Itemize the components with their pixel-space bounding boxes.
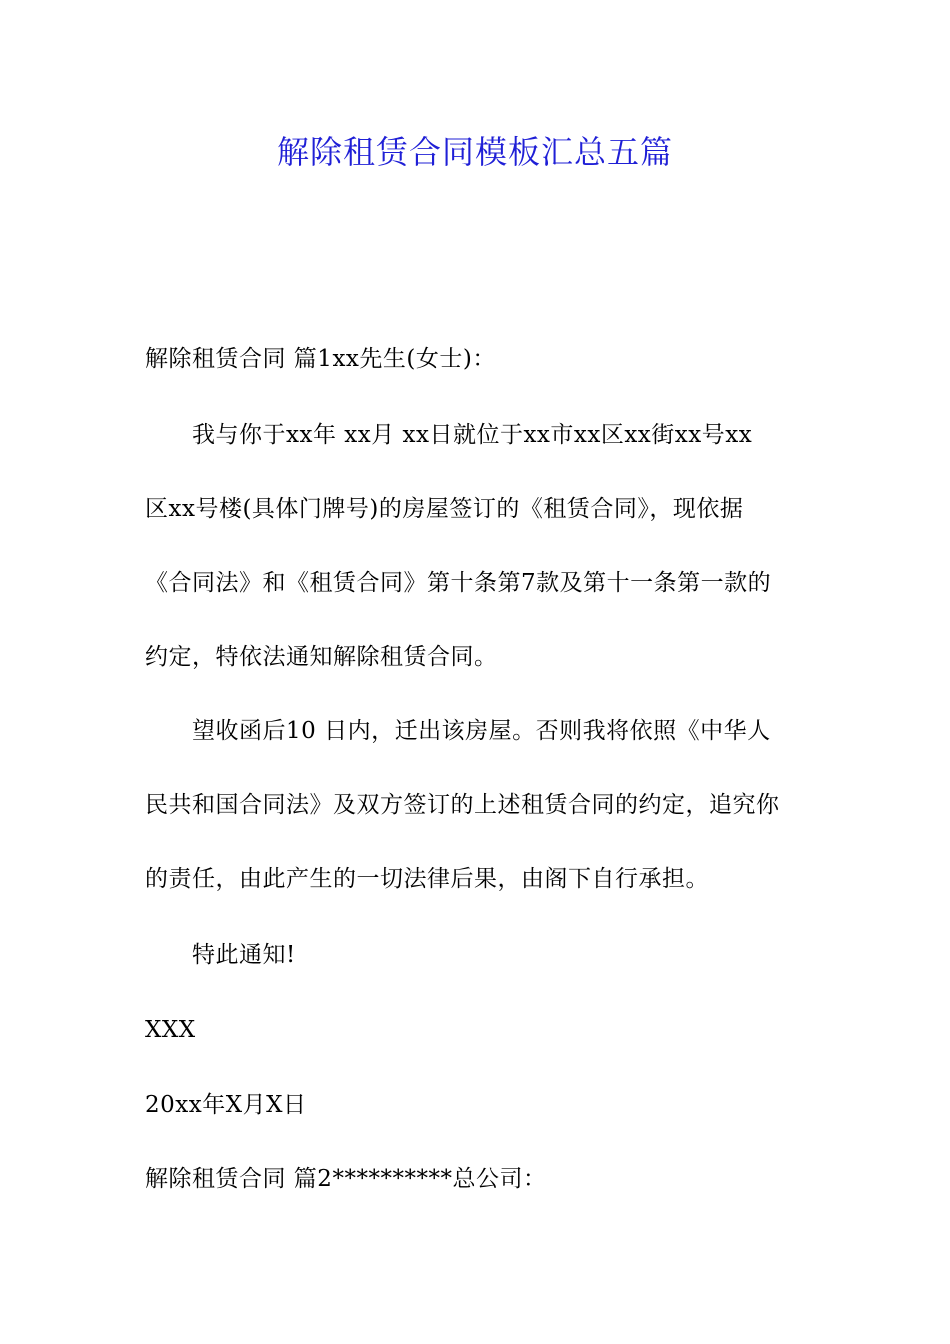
paragraph-line: 民共和国合同法》及双方签订的上述租赁合同的约定，追究你 — [145, 792, 780, 818]
paragraph-line: 的责任，由此产生的一切法律后果，由阁下自行承担。 — [145, 866, 709, 892]
paragraph-line: 《合同法》和《租赁合同》第十条第7款及第十一条第一款的 — [145, 570, 772, 596]
section-heading-2: 解除租赁合同 篇2**********总公司： — [145, 1166, 547, 1192]
paragraph-line: 望收函后10 日内，迁出该房屋。否则我将依照《中华人 — [192, 718, 771, 744]
closing-notice: 特此通知! — [192, 942, 296, 968]
signature-name: XXX — [145, 1017, 196, 1043]
section-heading-1: 解除租赁合同 篇1xx先生(女士)： — [145, 346, 496, 372]
document-title: 解除租赁合同模板汇总五篇 — [276, 133, 673, 171]
paragraph-line: 约定，特依法通知解除租赁合同。 — [145, 644, 498, 670]
signature-date: 20xx年X月X日 — [145, 1092, 307, 1118]
paragraph-line: 区xx号楼(具体门牌号)的房屋签订的《租赁合同》，现依据 — [145, 496, 744, 522]
paragraph-line: 我与你于xx年 xx月 xx日就位于xx市xx区xx街xx号xx — [192, 422, 753, 448]
